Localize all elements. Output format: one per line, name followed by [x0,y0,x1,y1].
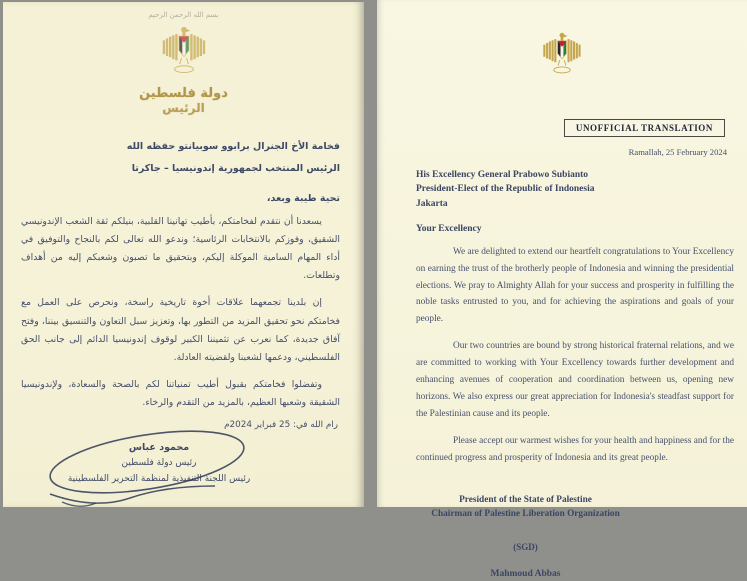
english-salutation: Your Excellency [416,223,482,234]
english-addressee-line-3: Jakarta [416,198,448,209]
letterhead-line-1: دولة فلسطين [139,86,228,101]
english-paragraph-1: We are delighted to extend our heartfelt congratulations to Your Excellency on earning the trust of the brotherly people of Indonesia and winning the presidential elections. We pray to Almighty Allah for your success and prosperity in fulfilling the noble tasks entrusted to you, and for achieving the aspirations and goals of your people. [416,246,734,325]
sgd-mark: (SGD) [513,541,538,552]
letterhead-state-of-palestine [3,87,364,114]
arabic-signatory-title-1: رئيس دولة فلسطين [121,458,197,469]
english-paragraph-2: Our two countries are bound by strong historical fraternal relations, and we are committed to working with Your Excellency towards further development and enhancing avenues of cooperation and coordination between us, opening new horizons. We also express our great appreciation for Indonesia's steadfast support for the Palestinian cause and its people. [416,341,734,419]
english-paragraph-3: Please accept our warmest wishes for your health and happiness and for the continued progress and prosperity of Indonesia and its great people. [416,435,734,463]
arabic-addressee-line-1: فخامة الأخ الجنرال برابوو سوبيانتو حفظه الله [126,141,340,153]
english-letter-body [377,244,747,467]
arabic-signatory-title-2: رئيس اللجنة التنفيذية لمنظمة التحرير الفلسطينية [67,474,251,485]
english-addressee-block [416,168,733,211]
arabic-paragraph-3: وتفضلوا فخامتكم بقبول أطيب تمنياتنا لكم بالصحة والسعادة، ولإندونيسيا الشقيقة وشعبها العظيم، بالمزيد من التقدم والرخاء. [21,378,340,409]
unofficial-translation-stamp: UNOFFICIAL TRANSLATION [564,119,725,137]
english-dateline: Ramallah, 25 February 2024 [628,147,727,157]
english-addressee-line-2: President-Elect of the Republic of Indonesia [416,184,595,195]
bismillah-script: بسم الله الرحمن الرحيم [148,11,219,19]
palestine-emblem-icon [377,26,747,87]
english-signatory-name: Mahmoud Abbas [490,569,561,579]
arabic-paragraph-2: إن بلدينا تجمعهما علاقات أخوة تاريخية راسخة، ونحرص على العمل مع فخامتكم نحو تحقيق المزيد من التطور بها، وتعزيز سبل التعاون والتنسيق بيننا، وفتح آفاق جديدة، كما نعرب عن تثميننا الكبير لوقوف إندونيسيا الدائم إلى جانب الحق الفلسطيني، ودعمها لشعبنا ولقضيته العادلة. [21,297,340,363]
arabic-signatory-name: محمود عباس [128,442,190,454]
english-signatory-title-2: Chairman of Palestine Liberation Organization [431,508,620,519]
arabic-letter-body [3,213,364,412]
arabic-salutation: تحية طيبة وبعد، [266,192,340,204]
arabic-addressee-block [23,136,340,180]
arabic-dateline: رام الله في: 25 فبراير 2024م [224,420,338,431]
english-addressee-line-1: His Excellency General Prabowo Subianto [416,170,589,180]
arabic-signature-block [24,440,294,488]
english-signatory-title-1: President of the State of Palestine [459,494,592,505]
palestine-emblem-icon [3,20,364,87]
letterhead-line-2: الرئيس [162,100,205,115]
english-letter-page [377,0,747,579]
arabic-addressee-line-2: الرئيس المنتخب لجمهورية إندونيسيا – جاكرتا [131,163,340,175]
english-signature-block [383,494,668,581]
arabic-paragraph-1: يسعدنا أن نتقدم لفخامتكم، بأطيب تهانينا القلبية، بنيلكم ثقة الشعب الإندونيسي الشقيق، وفوزكم بالانتخابات الرئاسية؛ وندعو الله تعالى لكم بالنجاح والتوفيق في أداء المهام السامية الموكلة إليكم، وبتحقيق ما تصبون وشعبكم إليه من أهداف وتطلعات. [21,215,340,282]
arabic-letter-page [3,2,364,507]
